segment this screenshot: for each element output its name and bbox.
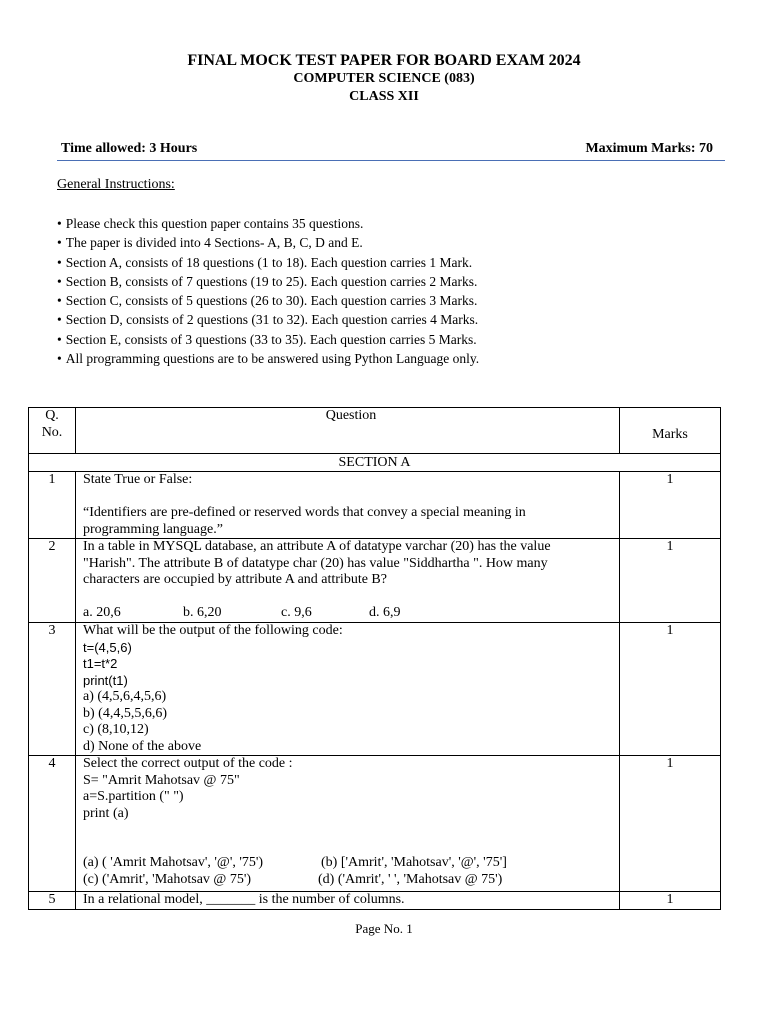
time-allowed: Time allowed: 3 Hours <box>61 141 198 156</box>
instruction-item: • Section D, consists of 2 questions (31 to 32). Each question carries 4 Marks. <box>57 310 737 329</box>
header-question: Question <box>76 408 620 454</box>
table-row <box>29 892 721 910</box>
instruction-item: • Section C, consists of 5 questions (26 to 30). Each question carries 3 Marks. <box>57 291 737 310</box>
question-marks: 1 <box>620 539 721 623</box>
table-row <box>29 623 721 756</box>
page-number: Page No. 1 <box>355 921 413 936</box>
header-qno: Q. No. <box>29 408 76 454</box>
instruction-item: • Section B, consists of 7 questions (19 to 25). Each question carries 2 Marks. <box>57 272 737 291</box>
question-number: 3 <box>29 623 76 756</box>
question-number: 4 <box>29 756 76 892</box>
question-marks: 1 <box>620 472 721 539</box>
header-marks: Marks <box>620 408 721 454</box>
answer-options: (c) ('Amrit', 'Mahotsav @ 75') (d) ('Amrit', ' ', 'Mahotsav @ 75') <box>83 871 503 887</box>
question-text: What will be the output of the following code: t=(4,5,6) t1=t*2 print(t1) a) (4,5,6,4,5,6) b) (4,4,5,5,6,6) c) (8,10,12) d) None of the above <box>76 623 620 756</box>
question-text: Select the correct output of the code : S= "Amrit Mahotsav @ 75" a=S.partition (" ") print (a) (a) ( 'Amrit Mahotsav', '@', '75') (b) ['Amrit', 'Mahotsav', '@', '75'] (c) ('Amrit', 'Mahotsav @ 75') (d) ('Amrit', ' ', 'Mahotsav @ 75') <box>76 756 620 892</box>
table-row <box>29 539 721 623</box>
question-number: 1 <box>29 472 76 539</box>
table-header-row <box>29 408 721 454</box>
question-marks: 1 <box>620 623 721 756</box>
question-table <box>28 407 721 910</box>
instruction-item: • Section E, consists of 3 questions (33 to 35). Each question carries 5 Marks. <box>57 330 737 349</box>
maximum-marks: Maximum Marks: 70 <box>585 141 713 156</box>
answer-options: a. 20,6 b. 6,20 c. 9,6 d. 6,9 <box>83 605 401 620</box>
code-line: t1=t*2 <box>83 656 118 671</box>
answer-options: (a) ( 'Amrit Mahotsav', '@', '75') (b) ['Amrit', 'Mahotsav', '@', '75'] <box>83 855 507 870</box>
question-number: 5 <box>29 892 76 910</box>
class-title: CLASS XII <box>349 89 419 104</box>
question-number: 2 <box>29 539 76 623</box>
meta-row <box>57 141 725 161</box>
section-row <box>29 454 721 472</box>
question-marks: 1 <box>620 892 721 910</box>
instructions-list <box>57 214 737 368</box>
title-block <box>0 52 768 106</box>
paper-title: FINAL MOCK TEST PAPER FOR BOARD EXAM 2024 <box>187 52 581 69</box>
instruction-item: • All programming questions are to be answered using Python Language only. <box>57 349 737 368</box>
code-line: t=(4,5,6) <box>83 639 132 655</box>
instruction-item: • Please check this question paper contains 35 questions. <box>57 214 737 233</box>
subject-title: COMPUTER SCIENCE (083) <box>293 71 475 86</box>
instructions-heading: General Instructions: <box>57 177 175 192</box>
question-marks: 1 <box>620 756 721 892</box>
instruction-item: • The paper is divided into 4 Sections- A, B, C, D and E. <box>57 233 737 252</box>
question-text: In a relational model, _______ is the number of columns. <box>76 892 620 910</box>
code-line: print(t1) <box>83 672 128 688</box>
table-row <box>29 472 721 539</box>
question-text: State True or False: “Identifiers are pre-defined or reserved words that convey a special meaning in programming language.” <box>76 472 620 539</box>
instruction-item: • Section A, consists of 18 questions (1 to 18). Each question carries 1 Mark. <box>57 253 737 272</box>
question-text: In a table in MYSQL database, an attribute A of datatype varchar (20) has the value "Harish". The attribute B of datatype char (20) has value "Siddhartha ". How many characters are occupied by attribute A and attribute B? a. 20,6 b. 6,20 c. 9,6 d. 6,9 <box>76 539 620 623</box>
section-a-label: SECTION A <box>29 454 721 472</box>
table-row <box>29 756 721 892</box>
